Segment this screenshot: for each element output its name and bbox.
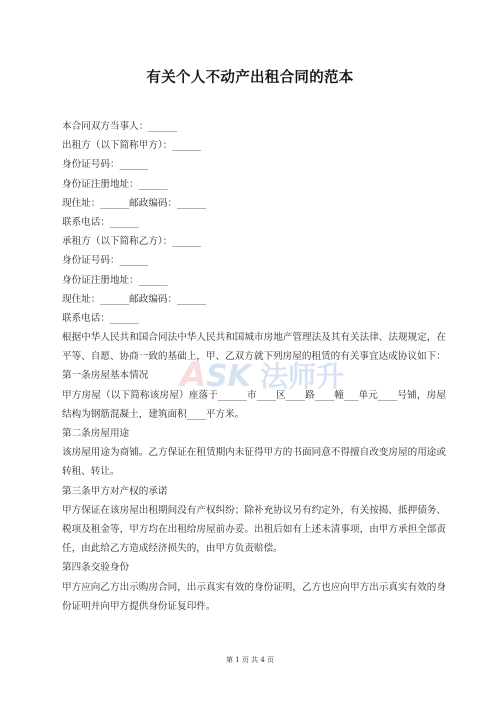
section-2-paragraph: 该房屋用途为商铺。乙方保证在租赁期内未征得甲方的书面同意不得擅自改变房屋的用途或转租、转让。 bbox=[62, 447, 446, 478]
lessee-id-line: 身份证号码：______ bbox=[62, 255, 149, 267]
lessee-address-line: 现住址：______邮政编码：______ bbox=[62, 293, 206, 305]
lessee-id-address-line: 身份证注册地址：______ bbox=[62, 274, 168, 286]
lessor-phone-line: 联系电话：______ bbox=[62, 216, 139, 228]
watermark-logo bbox=[178, 346, 358, 400]
lessor-id-line: 身份证号码：______ bbox=[62, 159, 149, 171]
section-3-heading: 第三条甲方对产权的承诺 bbox=[62, 485, 168, 497]
intro-paragraph: 根据中华人民共和国合同法中华人民共和国城市房地产管理法及其有关法律、法规规定，在平等、自愿、协商一致的基础上，甲、乙双方就下列房屋的租赁的有关事宜达成协议如下： bbox=[62, 332, 446, 363]
lessor-line: 出租方（以下简称甲方）：______ bbox=[62, 140, 202, 152]
section-1-heading: 第一条房屋基本情况 bbox=[62, 370, 149, 382]
lessee-line: 承租方（以下简称乙方）：______ bbox=[62, 236, 202, 248]
lessor-address-line: 现住址：______邮政编码：______ bbox=[62, 197, 206, 209]
section-4-heading: 第四条交验身份 bbox=[62, 562, 130, 574]
section-4-paragraph: 甲方应向乙方出示购房合同，出示真实有效的身份证明，乙方也应向甲方出示真实有效的身份证明并向甲方提供身份证复印件。 bbox=[62, 581, 446, 612]
svg-text:法师升: 法师升 bbox=[260, 360, 345, 393]
lessee-phone-line: 联系电话：______ bbox=[62, 312, 139, 324]
parties-line: 本合同双方当事人：______ bbox=[62, 121, 178, 132]
svg-text:SK: SK bbox=[206, 359, 251, 394]
section-2-heading: 第二条房屋用途 bbox=[62, 428, 130, 440]
lessor-id-address-line: 身份证注册地址：______ bbox=[62, 178, 168, 190]
section-1-paragraph: 甲方房屋（以下简称该房屋）座落于______市____区____路____幢___单元____号铺，房屋结构为钢筋混凝土，建筑面积____平方米。 bbox=[62, 389, 446, 420]
document-title: 有关个人不动产出租合同的范本 bbox=[146, 70, 354, 86]
svg-text:A: A bbox=[180, 355, 207, 395]
page-number-footer: 第 1 页 共 4 页 bbox=[225, 656, 275, 664]
section-3-paragraph: 甲方保证在该房屋出租期间没有产权纠纷；除补充协议另有约定外，有关按揭、抵押债务、税项及租金等，甲方均在出租给房屋前办妥。出租后如有上述未清事项，由甲方承担全部责任，由此给乙方造成经济损失的，由甲方负责赔偿。 bbox=[62, 504, 446, 555]
